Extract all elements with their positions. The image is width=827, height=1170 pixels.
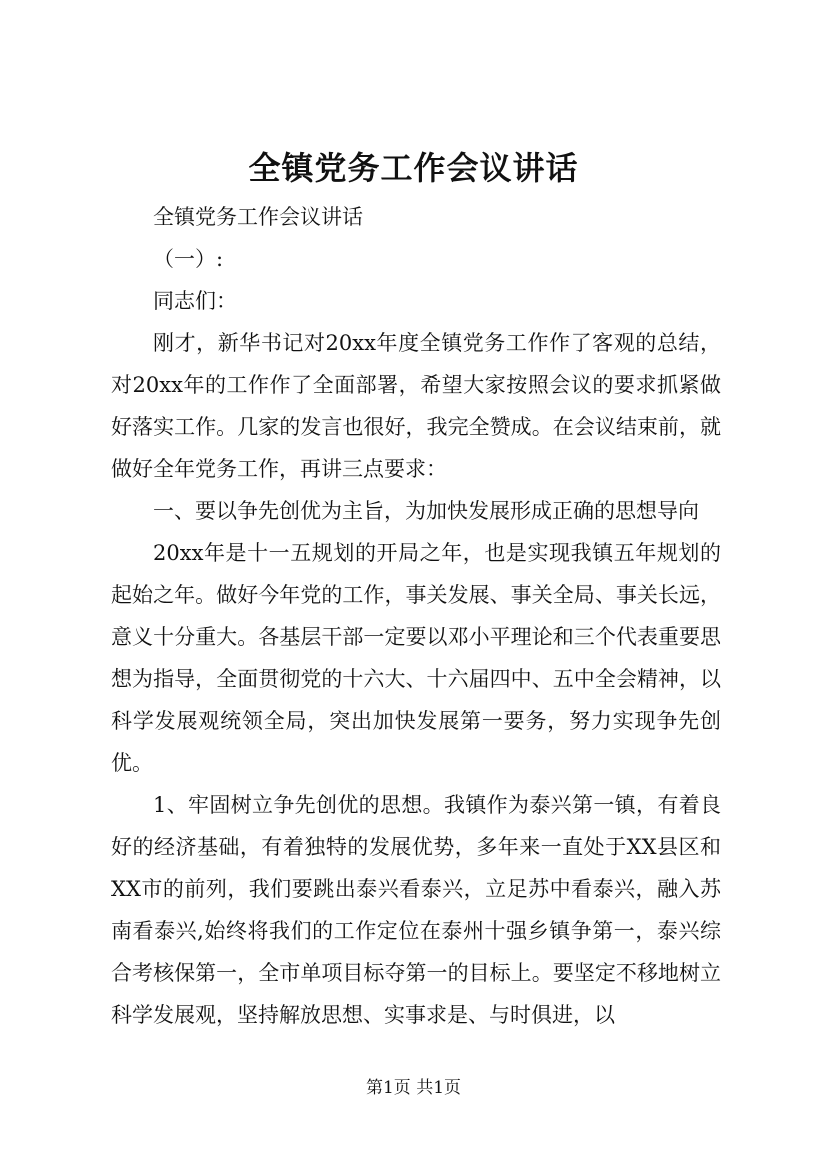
paragraph-heading-one: 一、要以争先创优为主旨，为加快发展形成正确的思想导向: [153, 499, 699, 523]
paragraph-body: 20xx年是十一五规划的开局之年，也是实现我镇五年规划的起始之年。做好今年党的工作，事关发展、事关全局、事关长远，意义十分重大。各基层干部一定要以邓小平理论和三个代表重要思想为指导，全面贯彻党的十六大、十六届四中、五中全会精神，以科学发展观统领全局，突出加快发展第一要务，努力实现争先创优。: [111, 541, 721, 775]
paragraph-section-marker: （一）:: [153, 247, 224, 271]
paragraph-salutation: 同志们：: [153, 289, 237, 313]
paragraph-subtitle: 全镇党务工作会议讲话: [153, 205, 363, 229]
document-body: [111, 196, 721, 1036]
page-footer: 第1页 共1页: [365, 1078, 462, 1098]
paragraph-opening: 刚才，新华书记对20xx年度全镇党务工作作了客观的总结，对20xx年的工作作了全面部署，希望大家按照会议的要求抓紧做好落实工作。几家的发言也很好，我完全赞成。在会议结束前，就做好全年党务工作，再讲三点要求：: [111, 331, 721, 481]
document-title: 全镇党务工作会议讲话: [248, 149, 579, 187]
paragraph-point-one: 1、牢固树立争先创优的思想。我镇作为泰兴第一镇，有着良好的经济基础，有着独特的发展优势，多年来一直处于XX县区和XX市的前列，我们要跳出泰兴看泰兴，立足苏中看泰兴，融入苏南看泰兴,始终将我们的工作定位在泰州十强乡镇争第一，泰兴综合考核保第一，全市单项目标夺第一的目标上。要坚定不移地树立科学发展观，坚持解放思想、实事求是、与时俱进，以: [111, 793, 721, 1027]
